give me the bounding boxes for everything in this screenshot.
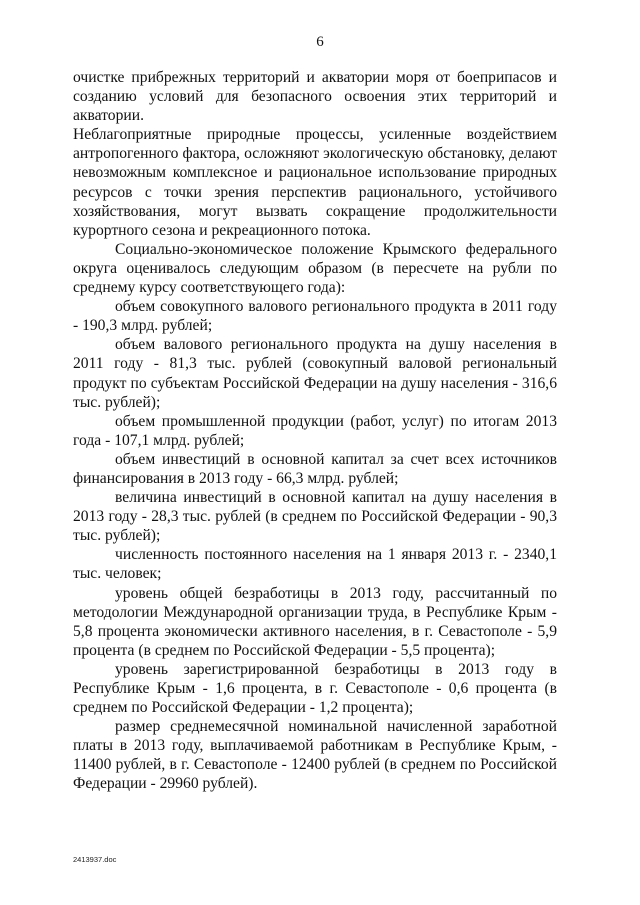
paragraph: Неблагоприятные природные процессы, усиленные воздействием антропогенного фактора, осложняют экологическую обстановку, делают невозможным комплексное и рациональное использование природных ресурсов с точки зрения перспектив рационального, устойчивого хозяйствования, могут вызвать сокращение продолжительности курортного сезона и рекреационного потока. <box>73 126 557 239</box>
document-file-reference: 2413937.doc <box>73 855 117 864</box>
paragraph: численность постоянного населения на 1 января 2013 г. - 2340,1 тыс. человек; <box>73 546 557 583</box>
paragraph: Социально-экономическое положение Крымского федерального округа оценивалось следующим образом (в пересчете на рубли по среднему курсу соответствующего года): <box>73 240 557 297</box>
paragraph: уровень зарегистрированной безработицы в 2013 году в Республике Крым - 1,6 процента, в г. Севастополе - 0,6 процента (в среднем по Российской Федерации - 1,2 процента); <box>73 660 557 717</box>
paragraph: объем промышленной продукции (работ, услуг) по итогам 2013 года - 107,1 млрд. рублей; <box>73 412 557 449</box>
page-number: 6 <box>316 34 324 50</box>
paragraph: объем валового регионального продукта на душу населения в 2011 году - 81,3 тыс. рублей (совокупный валовой региональный продукт по субъектам Российской Федерации на душу населения - 316,6 тыс. рублей); <box>73 336 557 411</box>
paragraph: уровень общей безработицы в 2013 году, рассчитанный по методологии Международной организации труда, в Республике Крым - 5,8 процента экономически активного населения, в г. Севастополе - 5,9 процента (в среднем по Российской Федерации - 5,5 процента); <box>73 584 557 659</box>
paragraph: величина инвестиций в основной капитал на душу населения в 2013 году - 28,3 тыс. рублей (в среднем по Российской Федерации - 90,3 тыс. рублей); <box>73 489 557 545</box>
paragraph: объем инвестиций в основной капитал за счет всех источников финансирования в 2013 году - 66,3 млрд. рублей; <box>73 450 557 487</box>
paragraph: объем совокупного валового регионального продукта в 2011 году - 190,3 млрд. рублей; <box>73 298 557 335</box>
document-body <box>73 68 557 794</box>
paragraph: очистке прибрежных территорий и акватории моря от боеприпасов и созданию условий для безопасного освоения этих территорий и акватории. <box>73 69 557 125</box>
paragraph: размер среднемесячной номинальной начисленной заработной платы в 2013 году, выплачиваемой работникам в Республике Крым, - 11400 рублей, в г. Севастополе - 12400 рублей (в среднем по Российской Федерации - 29960 рублей). <box>73 718 557 793</box>
